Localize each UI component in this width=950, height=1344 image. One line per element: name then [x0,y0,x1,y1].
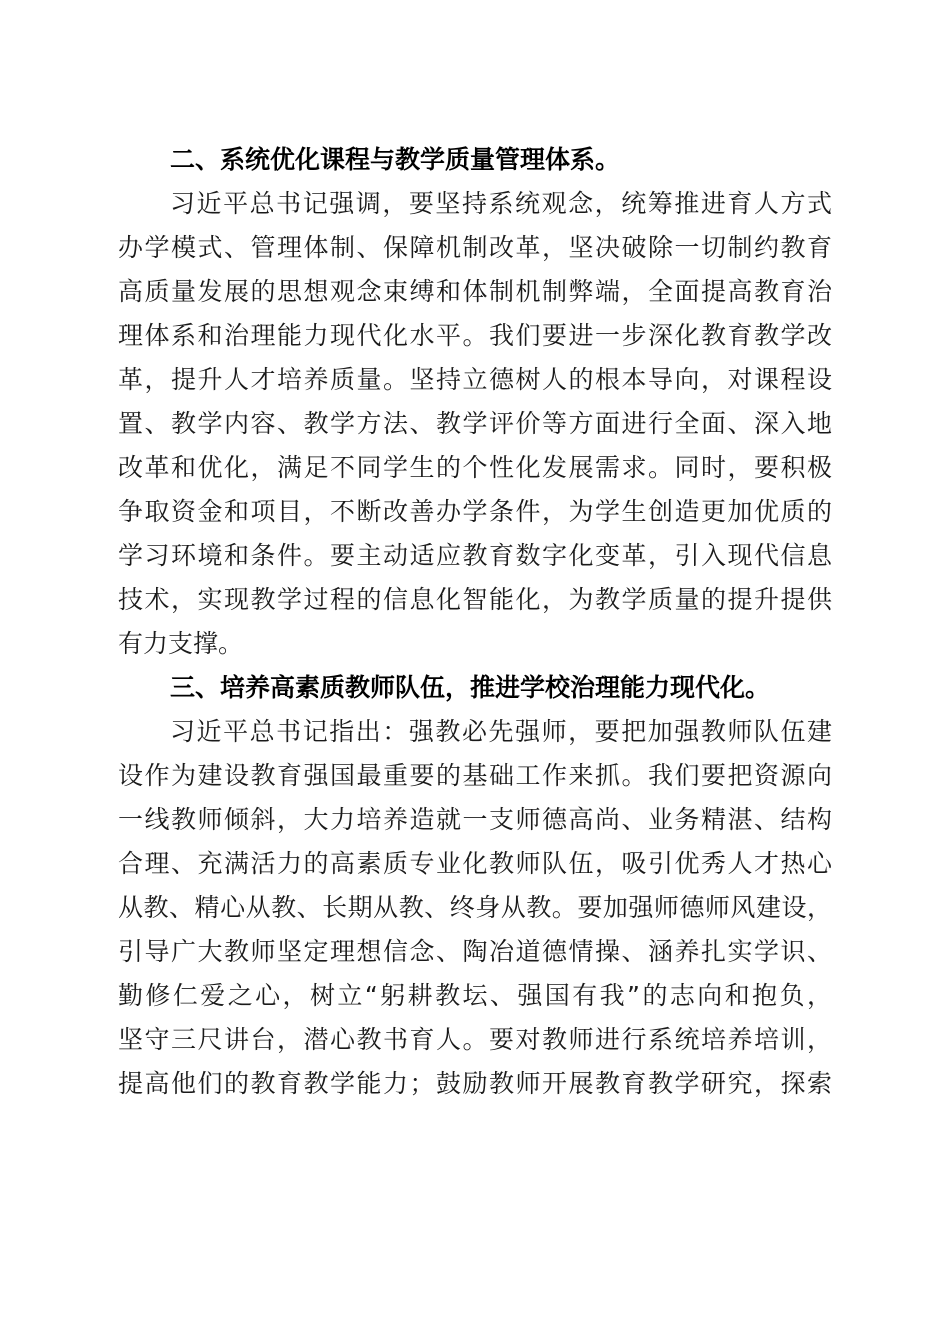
section-heading-2: 二、系统优化课程与教学质量管理体系。 [170,145,621,174]
paragraph-line: 勤修仁爱之心，树立“躬耕教坛、强国有我”的志向和抱负， [118,981,832,1010]
paragraph-line: 习近平总书记强调，要坚持系统观念，统筹推进育人方式 [170,189,832,218]
paragraph-line: 从教、精心从教、长期从教、终身从教。要加强师德师风建设， [118,893,832,922]
document-body [118,138,832,1106]
paragraph-line: 提高他们的教育教学能力；鼓励教师开展教育教学研究，探索 [118,1069,832,1098]
paragraph-line: 改革和优化，满足不同学生的个性化发展需求。同时，要积极 [118,453,832,482]
paragraph-line: 设作为建设教育强国最重要的基础工作来抓。我们要把资源向 [118,761,832,790]
paragraph-line: 坚守三尺讲台，潜心教书育人。要对教师进行系统培养培训， [118,1025,832,1054]
paragraph-line: 争取资金和项目，不断改善办学条件，为学生创造更加优质的 [118,497,832,526]
paragraph-line: 革，提升人才培养质量。坚持立德树人的根本导向，对课程设 [118,365,832,394]
paragraph-line: 技术，实现教学过程的信息化智能化，为教学质量的提升提供 [118,585,832,614]
paragraph-line: 高质量发展的思想观念束缚和体制机制弊端，全面提高教育治 [118,277,832,306]
paragraph-line: 习近平总书记指出：强教必先强师，要把加强教师队伍建 [170,717,832,746]
paragraph-line: 一线教师倾斜，大力培养造就一支师德高尚、业务精湛、结构 [118,805,832,834]
paragraph-line: 合理、充满活力的高素质专业化教师队伍，吸引优秀人才热心 [118,849,832,878]
paragraph-line: 办学模式、管理体制、保障机制改革，坚决破除一切制约教育 [118,233,832,262]
paragraph-line: 学习环境和条件。要主动适应教育数字化变革，引入现代信息 [118,541,832,570]
paragraph-line: 有力支撑。 [118,629,244,658]
paragraph-line: 引导广大教师坚定理想信念、陶冶道德情操、涵养扎实学识、 [118,937,832,966]
paragraph-line: 置、教学内容、教学方法、教学评价等方面进行全面、深入地 [118,409,832,438]
paragraph-line: 理体系和治理能力现代化水平。我们要进一步深化教育教学改 [118,321,832,350]
section-heading-3: 三、培养高素质教师队伍，推进学校治理能力现代化。 [170,673,771,702]
